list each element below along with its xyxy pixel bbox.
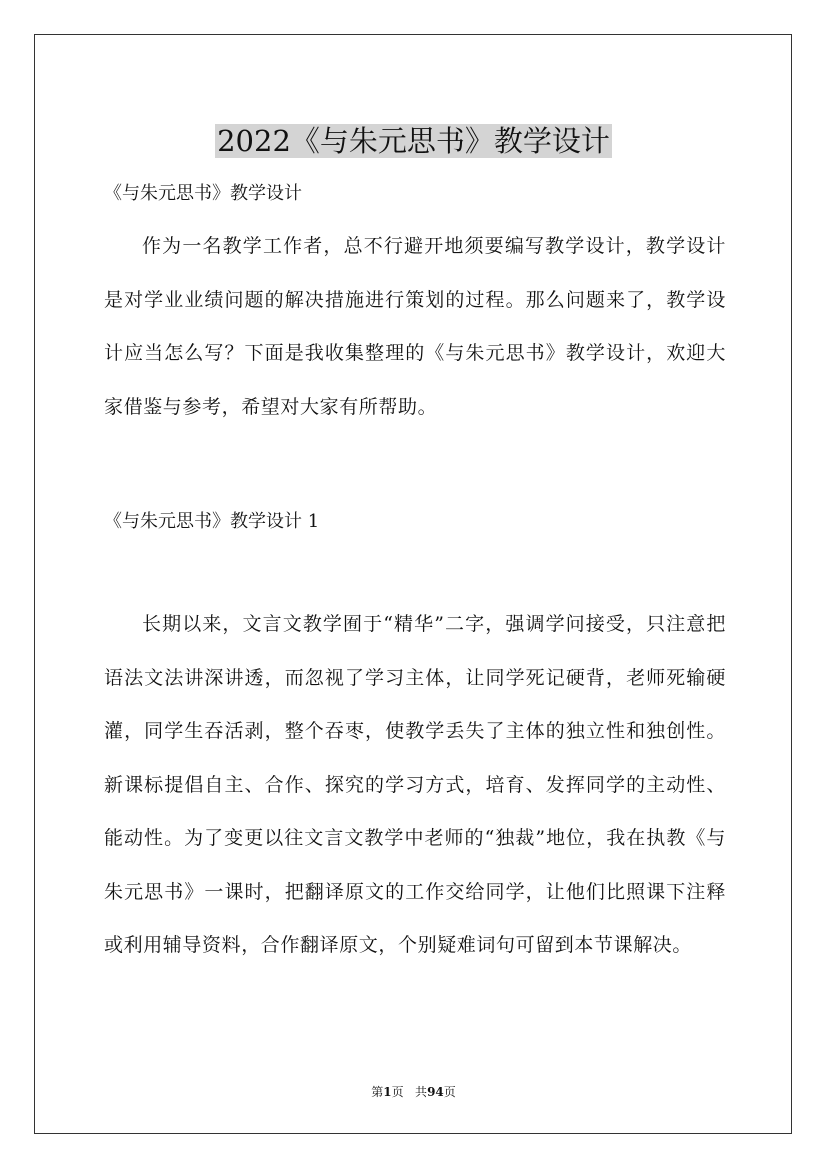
document-title bbox=[0, 120, 827, 162]
page-prefix: 第 bbox=[371, 1085, 384, 1099]
section-body-paragraph: 长期以来，文言文教学囿于“精华”二字，强调学问接受，只注意把语法文法讲深讲透，而忽视了学习主体，让同学死记硬背，老师死输硬灌，同学生吞活剥，整个吞枣，使教学丢失了主体的独立性和独创性。新课标提倡自主、合作、探究的学习方式，培育、发挥同学的主动性、能动性。为了变更以往文言文教学中老师的“独裁”地位，我在执教《与朱元思书》一课时，把翻译原文的工作交给同学，让他们比照课下注释或利用辅导资料，合作翻译原文，个别疑难词句可留到本节课解决。 bbox=[104, 613, 726, 956]
page-suffix: 页 bbox=[391, 1085, 404, 1099]
total-prefix: 共 bbox=[415, 1085, 428, 1099]
section-heading: 《与朱元思书》教学设计 1 bbox=[104, 511, 320, 532]
document-title-text: 2022《与朱元思书》教学设计 bbox=[217, 124, 610, 159]
page-number: 1 bbox=[383, 1085, 392, 1099]
total-pages: 94 bbox=[427, 1085, 444, 1099]
document-subtitle: 《与朱元思书》教学设计 bbox=[104, 183, 302, 204]
intro-paragraph: 作为一名教学工作者，总不行避开地须要编写教学设计，教学设计是对学业业绩问题的解决措施进行策划的过程。那么问题来了，教学设计应当怎么写？下面是我收集整理的《与朱元思书》教学设计，欢迎大家借鉴与参考，希望对大家有所帮助。 bbox=[104, 235, 726, 418]
total-suffix: 页 bbox=[443, 1085, 456, 1099]
page-footer bbox=[0, 1083, 827, 1101]
